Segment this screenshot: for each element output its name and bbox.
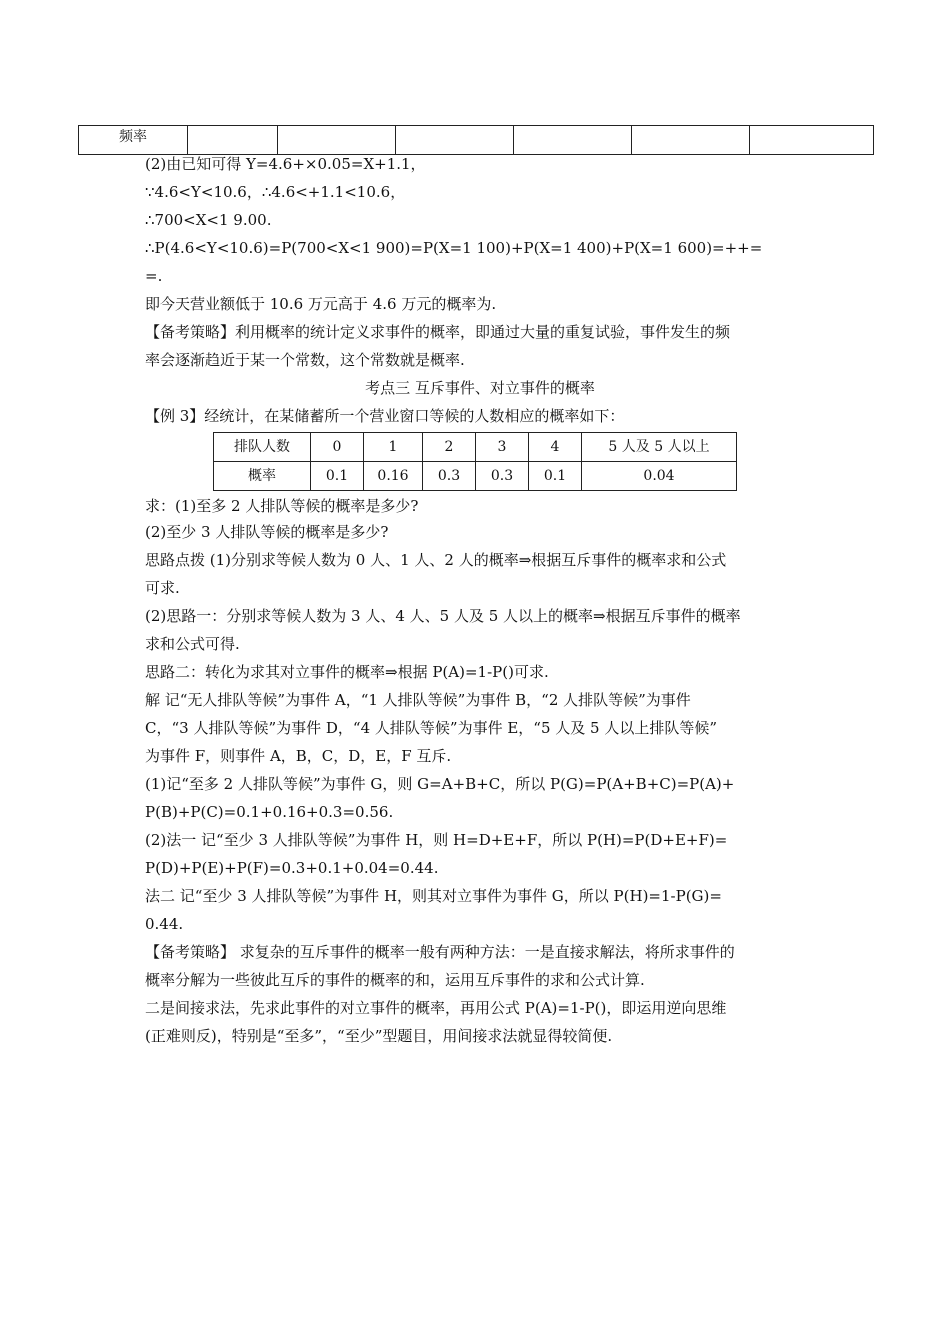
text-line: C，“3 人排队等候”为事件 D，“4 人排队等候”为事件 E，“5 人及 5 人以上排队等候” (145, 719, 718, 737)
queue-probability-table (213, 432, 737, 491)
table-header-cell: 3 (476, 433, 529, 462)
table-cell (632, 126, 750, 155)
text-line: P(D)+P(E)+P(F)=0.3+0.1+0.04=0.44. (145, 859, 439, 877)
table-cell: 0.3 (423, 462, 476, 491)
table-cell (188, 126, 278, 155)
text-line: ∵4.6<Y<10.6，∴4.6<+1.1<10.6， (145, 183, 406, 201)
text-line: (2)法一 记“至少 3 人排队等候”为事件 H，则 H=D+E+F，所以 P(H)=P(D+E+F)= (145, 831, 728, 849)
table-header-cell: 4 (529, 433, 582, 462)
text-line: 思路点拨 (1)分别求等候人数为 0 人、1 人、2 人的概率⇒根据互斥事件的概率求和公式 (145, 551, 727, 569)
text-line: P(B)+P(C)=0.1+0.16+0.3=0.56. (145, 803, 394, 821)
table-cell: 概率 (214, 462, 311, 491)
text-line: (2)由已知可得 Y=4.6+×0.05=X+1.1， (145, 155, 426, 173)
text-line: 可求. (145, 579, 180, 597)
text-line: 二是间接求法，先求此事件的对立事件的概率，再用公式 P(A)=1-P()，即运用逆向思维 (145, 999, 727, 1017)
table-cell (278, 126, 396, 155)
table-cell: 0.1 (311, 462, 364, 491)
frequency-table (78, 125, 874, 155)
table-cell: 0.16 (364, 462, 423, 491)
text-line: ∴700<X<1 9.00. (145, 211, 272, 229)
text-line: 为事件 F，则事件 A，B，C，D，E，F 互斥. (145, 747, 452, 765)
text-line: ∴P(4.6<Y<10.6)=P(700<X<1 900)=P(X=1 100)+P(X=1 400)+P(X=1 600)=++= (145, 239, 763, 257)
text-line: 【例 3】经统计，在某储蓄所一个营业窗口等候的人数相应的概率如下： (145, 407, 625, 425)
text-line: 率会逐渐趋近于某一个常数，这个常数就是概率. (145, 351, 465, 369)
text-line: =. (145, 267, 163, 285)
table-header-cell: 2 (423, 433, 476, 462)
table-header-cell: 排队人数 (214, 433, 311, 462)
text-line: (2)思路一：分别求等候人数为 3 人、4 人、5 人及 5 人以上的概率⇒根据互斥事件的概率 (145, 607, 741, 625)
text-line: 求和公式可得. (145, 635, 240, 653)
text-line: (正难则反)，特别是“至多”，“至少”型题目，用间接求法就显得较简便. (145, 1027, 613, 1045)
section-title: 考点三 互斥事件、对立事件的概率 (365, 379, 595, 397)
text-line: 求：(1)至多 2 人排队等候的概率是多少? (145, 497, 419, 515)
text-line: 即今天营业额低于 10.6 万元高于 4.6 万元的概率为. (145, 295, 497, 313)
text-line: 【备考策略】利用概率的统计定义求事件的概率，即通过大量的重复试验，事件发生的频 (145, 323, 731, 341)
table-cell (514, 126, 632, 155)
table-cell: 0.3 (476, 462, 529, 491)
table-cell (396, 126, 514, 155)
table-row (214, 433, 737, 462)
text-line: 【备考策略】 求复杂的互斥事件的概率一般有两种方法：一是直接求解法，将所求事件的 (145, 943, 735, 961)
text-line: (1)记“至多 2 人排队等候”为事件 G，则 G=A+B+C，所以 P(G)=P(A+B+C)=P(A)+ (145, 775, 735, 793)
table-cell: 频率 (79, 126, 188, 155)
table-header-cell: 5 人及 5 人以上 (582, 433, 737, 462)
table-cell: 0.04 (582, 462, 737, 491)
text-line: 概率分解为一些彼此互斥的事件的概率的和，运用互斥事件的求和公式计算. (145, 971, 645, 989)
text-line: 思路二：转化为求其对立事件的概率⇒根据 P(A)=1-P()可求. (145, 663, 549, 681)
table-header-cell: 1 (364, 433, 423, 462)
table-row (79, 126, 874, 155)
text-line: 0.44. (145, 915, 184, 933)
table-row (214, 462, 737, 491)
text-line: (2)至少 3 人排队等候的概率是多少? (145, 523, 389, 541)
table-header-cell: 0 (311, 433, 364, 462)
text-line: 解 记“无人排队等候”为事件 A，“1 人排队等候”为事件 B，“2 人排队等候”为事件 (145, 691, 691, 709)
text-line: 法二 记“至少 3 人排队等候”为事件 H，则其对立事件为事件 G，所以 P(H)=1-P(G)= (145, 887, 722, 905)
table-cell: 0.1 (529, 462, 582, 491)
table-cell (750, 126, 874, 155)
